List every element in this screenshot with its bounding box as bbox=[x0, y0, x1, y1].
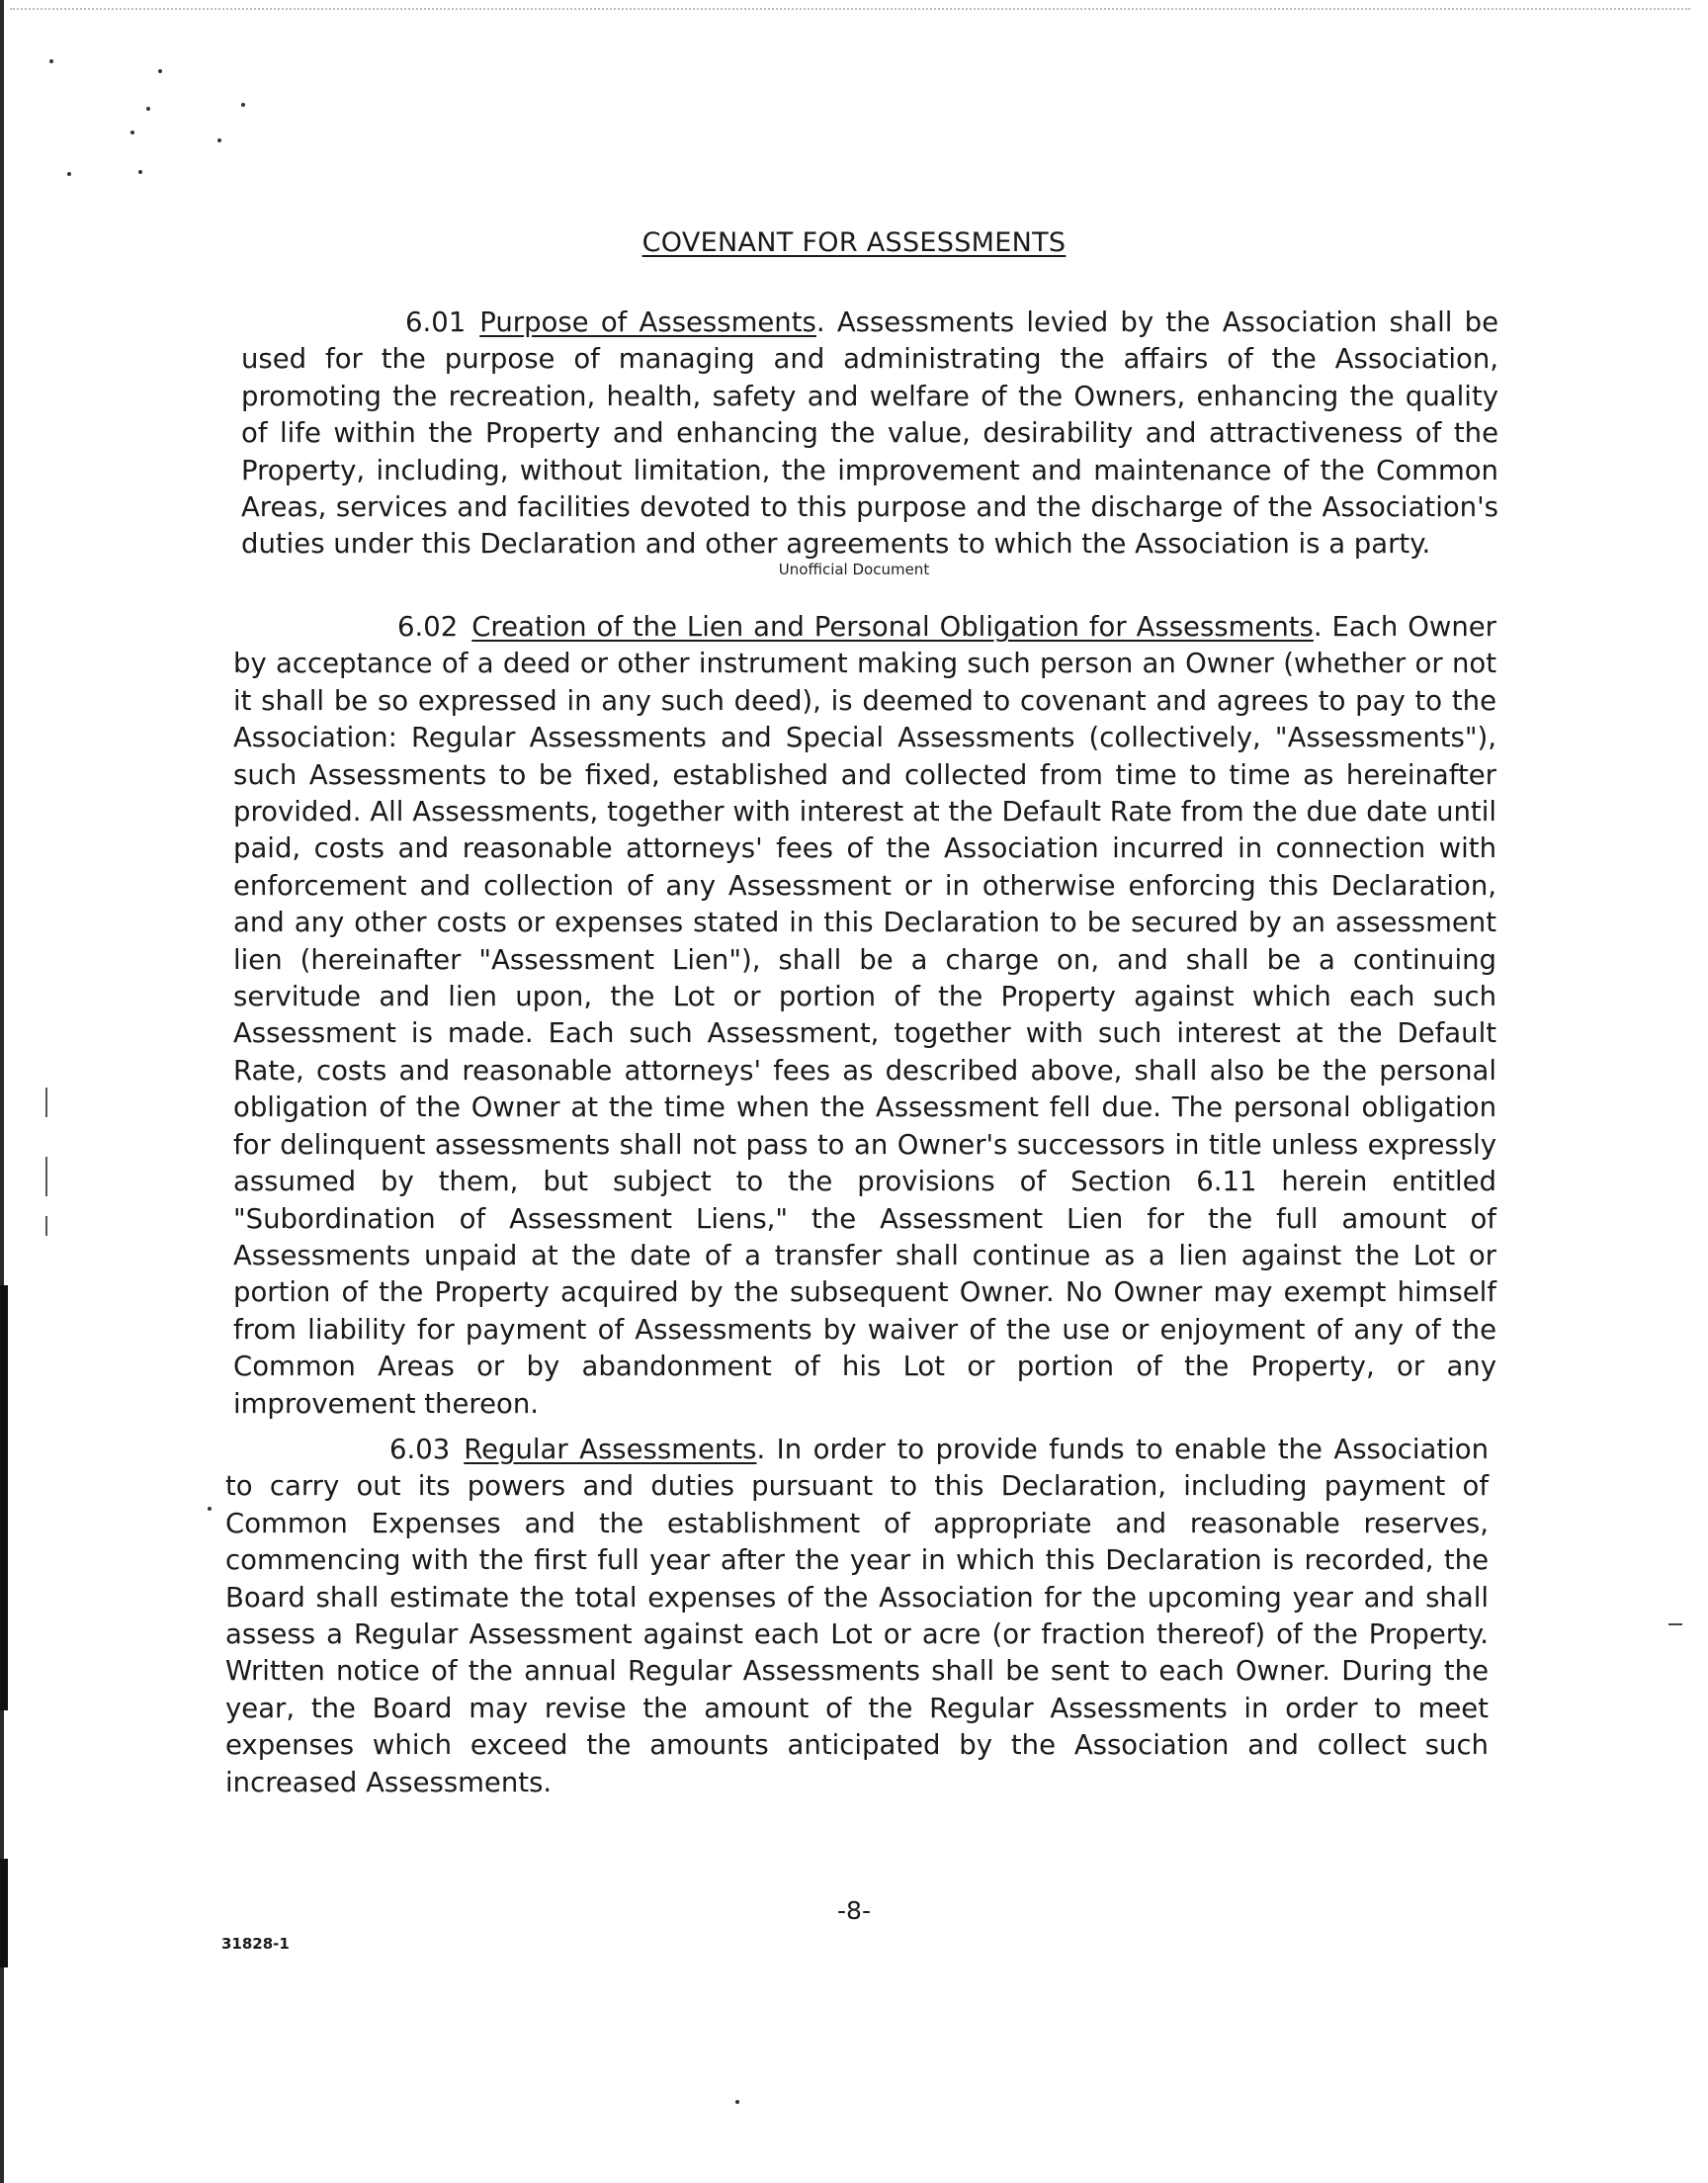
scan-speck bbox=[67, 172, 71, 176]
unofficial-watermark: Unofficial Document bbox=[778, 561, 930, 578]
section-title: Regular Assessments bbox=[464, 1434, 757, 1465]
page-heading bbox=[0, 227, 1708, 258]
section-number: 6.01 bbox=[405, 306, 467, 338]
scan-speck bbox=[138, 170, 142, 174]
section-6-01 bbox=[241, 305, 1498, 564]
page-number: -8- bbox=[837, 1896, 871, 1925]
section-title: Creation of the Lien and Personal Obligation for Assessments bbox=[471, 611, 1314, 643]
scan-speck bbox=[217, 138, 221, 142]
section-6-02 bbox=[233, 609, 1496, 1423]
scan-edge-mark bbox=[0, 1285, 8, 1710]
heading-text: COVENANT FOR ASSESSMENTS bbox=[641, 227, 1067, 258]
section-number: 6.03 bbox=[389, 1434, 451, 1465]
section-title-punct: . bbox=[1313, 611, 1323, 643]
scan-speck bbox=[735, 2100, 739, 2104]
scan-margin-tick bbox=[45, 1088, 47, 1117]
section-6-03 bbox=[225, 1432, 1489, 1801]
scan-speck bbox=[49, 59, 53, 63]
section-title-punct: . bbox=[756, 1434, 766, 1465]
section-body: In order to provide funds to enable the Association to carry out its powers and duties pursuant to this Declaration, including payment of Common Expenses and the establishment of appropriate and reasonable reserves, commencing with the first full year after the year in which this Declaration is recorded, the Board shall estimate the total expenses of the Association for the upcoming year and shall assess a Regular Assessment against each Lot or acre (or fraction thereof) of the Property. Written notice of the annual Regular Assessments shall be sent to each Owner. During the year, the Board may revise the amount of the Regular Assessments in order to meet expenses which exceed the amounts anticipated by the Association and collect such increased Assessments. bbox=[225, 1434, 1489, 1798]
document-code: 31828-1 bbox=[221, 1935, 290, 1953]
scan-speck bbox=[208, 1507, 212, 1511]
scan-speck bbox=[241, 103, 245, 107]
scan-margin-tick bbox=[45, 1157, 47, 1196]
scan-speck bbox=[146, 107, 150, 111]
scan-speck bbox=[158, 69, 162, 73]
scan-margin-tick bbox=[45, 1216, 47, 1236]
section-title: Purpose of Assessments bbox=[479, 306, 816, 338]
section-title-punct: . bbox=[815, 306, 825, 338]
section-body: Assessments levied by the Association shall be used for the purpose of managing and administrating the affairs of the Association, promoting the recreation, health, safety and welfare of the Owners, enhancing the quality of life within the Property and enhancing the value, desirability and attractiveness of the Property, including, without limitation, the improvement and maintenance of the Common Areas, services and facilities devoted to this purpose and the discharge of the Association's duties under this Declaration and other agreements to which the Association is a party. bbox=[241, 306, 1498, 561]
section-number: 6.02 bbox=[397, 611, 459, 643]
scan-top-noise bbox=[10, 8, 1690, 12]
section-body: Each Owner by acceptance of a deed or other instrument making such person an Owner (whether or not it shall be so expressed in any such deed), is deemed to covenant and agrees to pay to the Association: Regular Assessments and Special Assessments (collectively, "Assessments"), such Assessments to be fixed, established and collected from time to time as hereinafter provided. All Assessments, together with interest at the Default Rate from the due date until paid, costs and reasonable attorneys' fees of the Association incurred in connection with enforcement and collection of any Assessment or in otherwise enforcing this Declaration, and any other costs or expenses stated in this Declaration to be secured by an assessment lien (hereinafter "Assessment Lien"), shall be a charge on, and shall be a continuing servitude and lien upon, the Lot or portion of the Property against which each such Assessment is made. Each such Assessment, together with such interest at the Default Rate, costs and reasonable attorneys' fees as described above, shall also be the personal obligation of the Owner at the time when the Assessment fell due. The personal obligation for delinquent assessments shall not pass to an Owner's successors in title unless expressly assumed by them, but subject to the provisions of Section 6.11 herein entitled "Subordination of Assessment Liens," the Assessment Lien for the full amount of Assessments unpaid at the date of a transfer shall continue as a lien against the Lot or portion of the Property acquired by the subsequent Owner. No Owner may exempt himself from liability for payment of Assessments by waiver of the use or enjoyment of any of the Common Areas or by abandonment of his Lot or portion of the Property, or any improvement thereon. bbox=[233, 611, 1496, 1420]
scan-speck bbox=[130, 131, 134, 134]
scan-edge-line bbox=[0, 0, 4, 2183]
scan-margin-tick bbox=[1668, 1623, 1682, 1625]
